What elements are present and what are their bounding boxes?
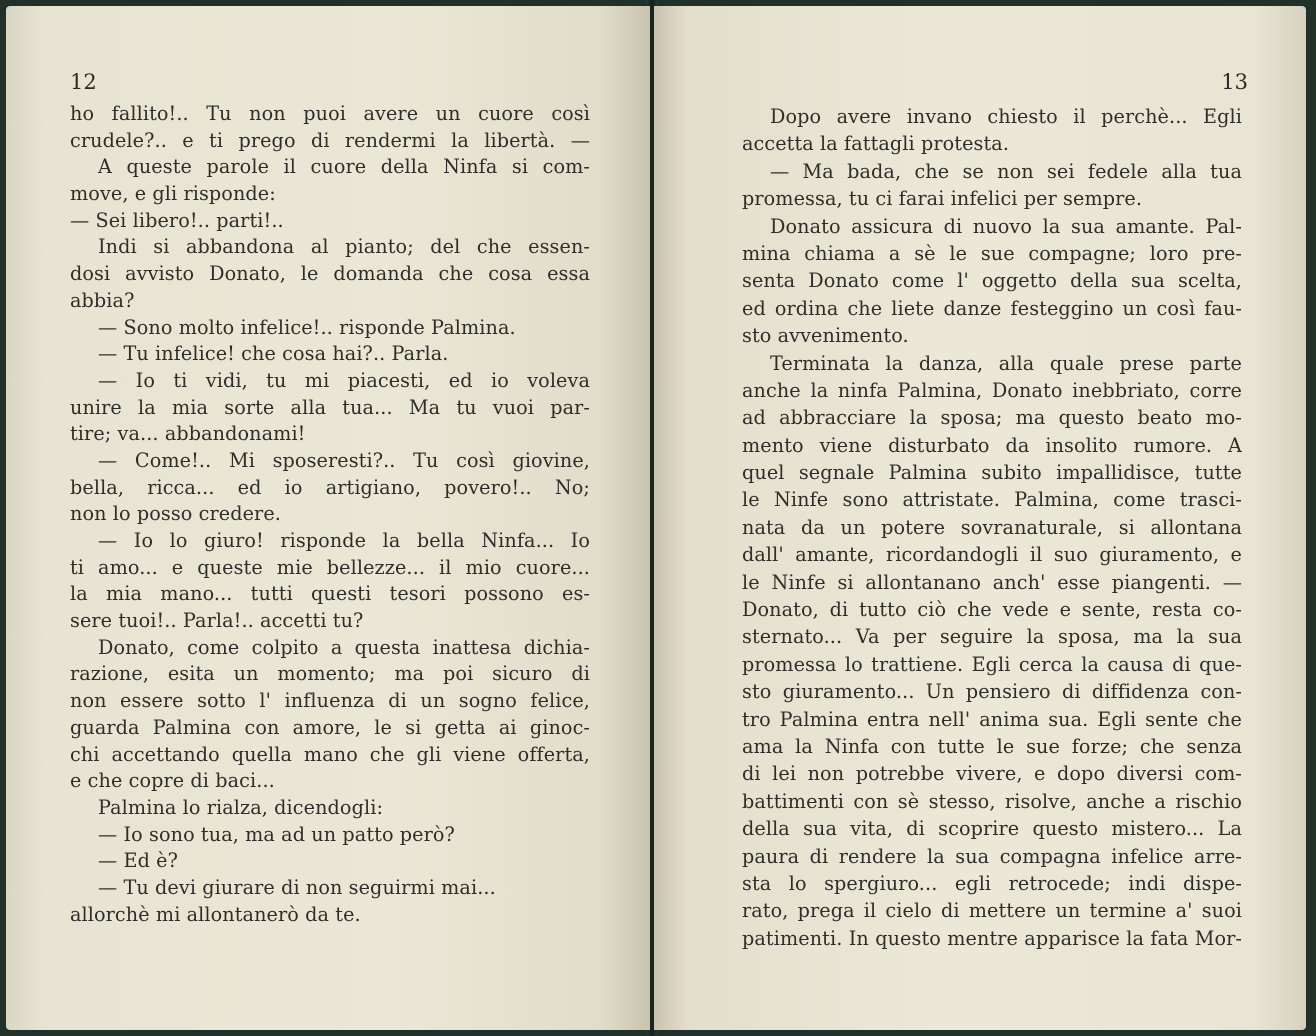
text-line: battimenti con sè stesso, risolve, anche a rischio (742, 789, 1242, 813)
text-line: — Io sono tua, ma ad un patto però? (98, 822, 455, 846)
text-line: le Ninfe sono attristate. Palmina, come trasci- (742, 488, 1242, 512)
text-line: sternato... Va per seguire la sposa, ma la sua (742, 625, 1242, 649)
text-line: rato, prega il cielo di mettere un termine a' suoi (742, 899, 1242, 923)
text-line: Palmina lo rialza, dicendogli: (98, 795, 384, 819)
text-line: ama la Ninfa con tutte le sue forze; che senza (742, 734, 1242, 758)
text-line: allorchè mi allontanerò da te. (70, 902, 361, 926)
text-line: Donato assicura di nuovo la sua amante. Pal- (770, 214, 1242, 238)
text-line: accetta la fattagli protesta. (742, 132, 1010, 156)
text-line: chi accettando quella mano che gli viene offerta, (70, 742, 590, 766)
text-line: — Ed è? (98, 849, 179, 873)
text-line: tro Palmina entra nell' anima sua. Egli sente che (742, 707, 1242, 731)
text-line: Donato, di tutto ciò che vede e sente, resta co- (742, 598, 1242, 622)
text-line: — Ma bada, che se non sei fedele alla tua (770, 159, 1242, 183)
text-line: di lei non potrebbe vivere, e dopo diversi com- (742, 762, 1242, 786)
text-line: ed ordina che liete danze festeggino un così fau- (742, 296, 1242, 320)
text-line: — Io ti vidi, tu mi piacesti, ed io voleva (98, 368, 590, 392)
text-line: Donato, come colpito a questa inattesa dichia- (98, 635, 590, 659)
text-line: la mia mano... tutti questi tesori possono es- (70, 582, 590, 606)
text-line: ti amo... e queste mie bellezze... il mio cuore... (70, 555, 590, 579)
text-line: sto giuramento... Un pensiero di diffidenza con- (742, 680, 1242, 704)
left-page-text (70, 101, 590, 928)
text-line: quel segnale Palmina subito impallidisce, tutte (742, 461, 1242, 485)
text-line: sta lo spergiuro... egli retrocede; indi dispe- (742, 871, 1242, 895)
text-line: abbia? (70, 288, 135, 312)
text-line: tire; va... abbandonami! (70, 422, 306, 446)
text-line: promessa lo trattiene. Egli cerca la causa di que- (742, 652, 1242, 676)
right-page (654, 6, 1306, 1030)
text-line: — Sei libero!.. parti!.. (70, 208, 284, 232)
text-line: patimenti. In questo mentre apparisce la fata Mor- (742, 926, 1242, 950)
text-line: sto avvenimento. (742, 324, 909, 348)
text-line: razione, esita un momento; ma poi sicuro di (70, 662, 590, 686)
text-line: senta Donato come l' oggetto della sua scelta, (742, 269, 1242, 293)
text-line: bella, ricca... ed io artigiano, povero!.. No; (70, 475, 590, 499)
text-line: dall' amante, ricordandogli il suo giuramento, e (742, 543, 1242, 567)
text-line: move, e gli risponde: (70, 182, 276, 206)
text-line: crudele?.. e ti prego di rendermi la libertà. — (70, 128, 590, 152)
text-line: anche la ninfa Palmina, Donato inebbriato, corre (742, 378, 1242, 402)
text-line: guarda Palmina con amore, le si getta ai ginoc- (70, 715, 590, 739)
text-line: Dopo avere invano chiesto il perchè... Egli (770, 105, 1242, 128)
left-page-number: 12 (70, 70, 97, 94)
text-line: mento viene disturbato da insolito rumore. A (742, 433, 1242, 457)
text-line: dosi avvisto Donato, le domanda che cosa essa (70, 262, 590, 286)
text-line: ad abbracciare la sposa; ma questo beato mo- (742, 406, 1242, 430)
text-line: Indi si abbandona al pianto; del che essen- (98, 235, 590, 259)
left-page (6, 6, 650, 1030)
text-line: non lo posso credere. (70, 502, 281, 526)
text-line: non essere sotto l' influenza di un sogno felice, (70, 689, 590, 713)
text-line: e che copre di baci... (70, 769, 275, 793)
text-line: — Tu devi giurare di non seguirmi mai... (98, 875, 496, 899)
text-line: nata da un potere sovranaturale, si allontana (742, 515, 1242, 539)
text-line: sere tuoi!.. Parla!.. accetti tu? (70, 609, 364, 633)
text-line: — Sono molto infelice!.. risponde Palmina. (98, 315, 516, 339)
text-line: A queste parole il cuore della Ninfa si com- (98, 155, 590, 179)
text-line: unire la mia sorte alla tua... Ma tu vuoi par- (70, 395, 590, 419)
text-line: — Tu infelice! che cosa hai?.. Parla. (98, 342, 449, 366)
text-line: — Io lo giuro! risponde la bella Ninfa... Io (98, 529, 590, 552)
text-line: — Come!.. Mi sposeresti?.. Tu così giovine, (98, 448, 590, 472)
right-page-text (742, 103, 1242, 952)
right-page-number: 13 (1221, 70, 1248, 94)
text-line: le Ninfe si allontanano anch' esse piangenti. — (742, 570, 1242, 594)
text-line: ho fallito!.. Tu non puoi avere un cuore così (70, 102, 590, 125)
text-line: paura di rendere la sua compagna infelice arre- (742, 844, 1242, 868)
text-line: mina chiama a sè le sue compagne; loro pre- (742, 241, 1242, 265)
text-line: della sua vita, di scoprire questo mistero... La (742, 817, 1242, 841)
text-line: Terminata la danza, alla quale prese parte (770, 351, 1242, 375)
text-line: promessa, tu ci farai infelici per sempre. (742, 187, 1143, 211)
